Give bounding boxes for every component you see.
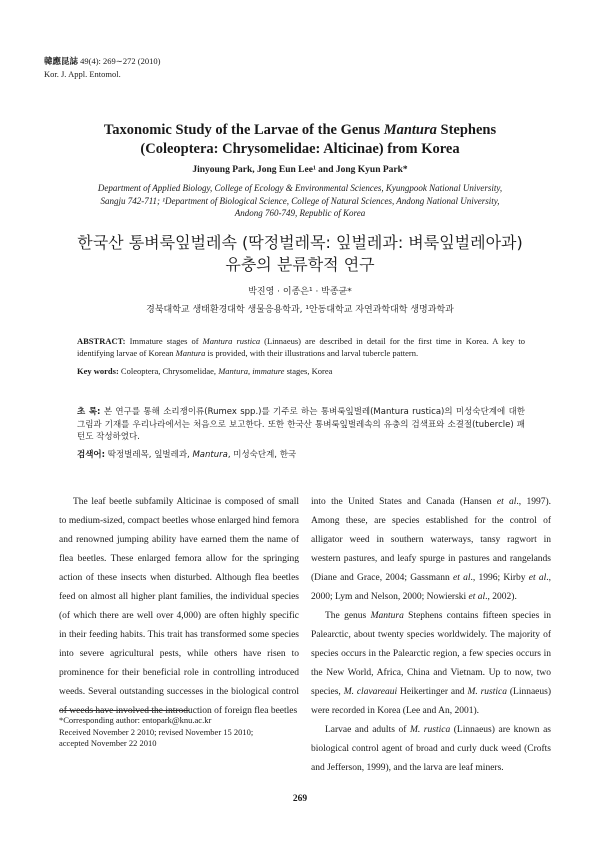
body-paragraph: [311, 493, 551, 607]
text-run: into the United States and Canada (Hansen: [311, 497, 497, 507]
title-part: Taxonomic Study of the Larvae of the Genus: [103, 122, 384, 138]
page-number: 269: [292, 794, 308, 804]
text-italic: M. rustica: [467, 687, 507, 697]
affiliation-line: Andong 760-749, Republic of Korea: [234, 208, 366, 218]
korean-keywords-text: , 미성숙단계, 한국: [227, 450, 297, 460]
abstract-text: (Linnaeus) are described in detail for the first time in Korea. A key to identifying larvae of Korean: [77, 336, 525, 358]
text-run: Heikertinger and: [397, 687, 468, 697]
journal-name-english: Kor. J. Appl. Entomol.: [44, 69, 121, 79]
keywords-label: Key words:: [77, 366, 119, 376]
affiliation: [70, 182, 530, 220]
journal-header: [44, 55, 160, 81]
korean-authors: 박진영 · 이종은¹ · 박종균*: [248, 287, 352, 297]
abstract-text: Immature stages of: [125, 336, 203, 346]
text-run: ., 2002).: [485, 592, 517, 602]
received-date: Received November 2 2010; revised November 15 2010;: [59, 726, 254, 737]
text-run: (Linnaeus) were recorded in Korea (Lee and An, 2001).: [311, 687, 552, 716]
body-left-column: [59, 493, 299, 721]
text-run: ., 1997). Among these, are species established for the control of alligator weed in southern waterways, tansy ragwort in western pastures, and leafy spurge in pastures and rangelands (Diane and Grace, 2004; Gassmann: [311, 497, 551, 583]
footnote-divider: [59, 710, 189, 711]
keywords: [77, 365, 525, 377]
abstract-genus: Mantura: [175, 348, 206, 358]
text-run: Larvae and adults of: [325, 725, 410, 735]
korean-keywords-genus: Mantura: [192, 450, 228, 460]
text-italic: et al: [468, 592, 486, 602]
text-italic: et al: [453, 573, 471, 583]
paper-title: [40, 121, 560, 159]
body-paragraph: [311, 721, 551, 778]
korean-abstract-label: 초 록:: [77, 407, 101, 417]
korean-title-line2: 유충의 분류학적 연구: [225, 255, 375, 274]
text-run: The genus: [325, 611, 371, 621]
text-italic: M. rustica: [409, 725, 451, 735]
accepted-date: accepted November 22 2010: [59, 738, 157, 748]
korean-keywords-text: 딱정벌레목, 잎벌레과,: [105, 450, 193, 460]
text-italic: M. clavareaui: [343, 687, 398, 697]
abstract-species: Mantura rustica: [202, 336, 261, 346]
keywords-immature: immature: [252, 366, 285, 376]
keywords-genus: Mantura: [218, 366, 248, 376]
korean-title-line1: 한국산 통벼룩잎벌레속 (딱정벌레목: 잎벌레과: 벼룩잎벌레아과): [77, 233, 523, 252]
authors: Jinyoung Park, Jong Eun Lee¹ and Jong Kyun Park*: [192, 165, 408, 175]
text-run: ., 1996; Kirby: [470, 573, 529, 583]
title-part: Stephens: [436, 122, 497, 138]
text-italic: et al: [528, 573, 547, 583]
text-run: (Linnaeus) are known as biological control agent of broad and curly duck weed (Crofts and Jefferson, 1999), and the larva are leaf miners.: [311, 725, 551, 773]
body-paragraph: [311, 607, 551, 721]
keywords-text: Coleoptera, Chrysomelidae,: [118, 366, 219, 376]
title-line2: (Coleoptera: Chrysomelidae: Alticinae) from Korea: [140, 141, 460, 157]
abstract: [77, 335, 525, 359]
korean-affiliation: 경북대학교 생태환경대학 생물응용학과, ¹안동대학교 자연과학대학 생명과학과: [146, 305, 454, 315]
body-paragraph: The leaf beetle subfamily Alticinae is composed of small to medium-sized, compact beetles whose enlarged hind femora and renowned jumping ability have earned them the name of flea beetles. These enlarged femora allow for the springing action of these insects when disturbed. Although flea beetles feed on almost all higher plant families, the individual species (of which there are well over 4,000) are often highly specific in their feeding habits. This trait has transformed some species into severe agricultural pests, while others have risen to prominence for their beneficial role in controlling introduced weeds. Several outstanding successes in the biological control of weeds have involved the introduction of foreign flea beetles: [59, 497, 299, 716]
footnote: [59, 715, 299, 750]
title-genus: Mantura: [383, 122, 437, 138]
korean-abstract-text: 본 연구를 통해 소리쟁이류(Rumex spp.)를 기주로 하는 통벼룩잎벌레(Mantura rustica)의 미성숙단계에 대한 그림과 기재를 우리나라에서는 처음으로 보고한다. 또한 한국산 통벼룩잎벌레속의 유충의 검색표와 소결절(tubercle) 패턴도 작성하였다.: [77, 407, 525, 442]
keywords-text: stages, Korea: [284, 366, 333, 376]
text-run: ., 2000; Lym and Nelson, 2000; Nowierski: [311, 573, 551, 602]
journal-name-korean: 韓應昆誌: [44, 56, 79, 66]
text-run: Stephens contains fifteen species in Palearctic, about twenty species worldwidely. The majority of species occurs in the Palearctic region, a few species occurs in the New World, Africa, China and Vietnam. Up to now, two species,: [311, 611, 551, 697]
keywords-text: ,: [247, 366, 253, 376]
korean-keywords-label: 검색어:: [77, 450, 106, 460]
korean-title: [40, 232, 560, 276]
korean-keywords: [77, 448, 525, 460]
body-right-column: [311, 493, 551, 778]
abstract-label: ABSTRACT:: [77, 336, 126, 346]
affiliation-line: Department of Applied Biology, College of Ecology & Environmental Sciences, Kyungpook National University,: [97, 183, 503, 193]
text-italic: Mantura: [370, 611, 404, 621]
abstract-text: is provided, with their illustrations and larval tubercle pattern.: [205, 348, 419, 358]
journal-volume: 49(4): 269∼272 (2010): [80, 56, 161, 66]
affiliation-line: Sangju 742-711; ¹Department of Biological Science, College of Natural Sciences, Andong National University,: [100, 195, 500, 206]
corresponding-author: *Corresponding author: entopark@knu.ac.kr: [59, 715, 212, 725]
korean-abstract: [77, 406, 525, 444]
text-italic: et al: [496, 497, 517, 507]
